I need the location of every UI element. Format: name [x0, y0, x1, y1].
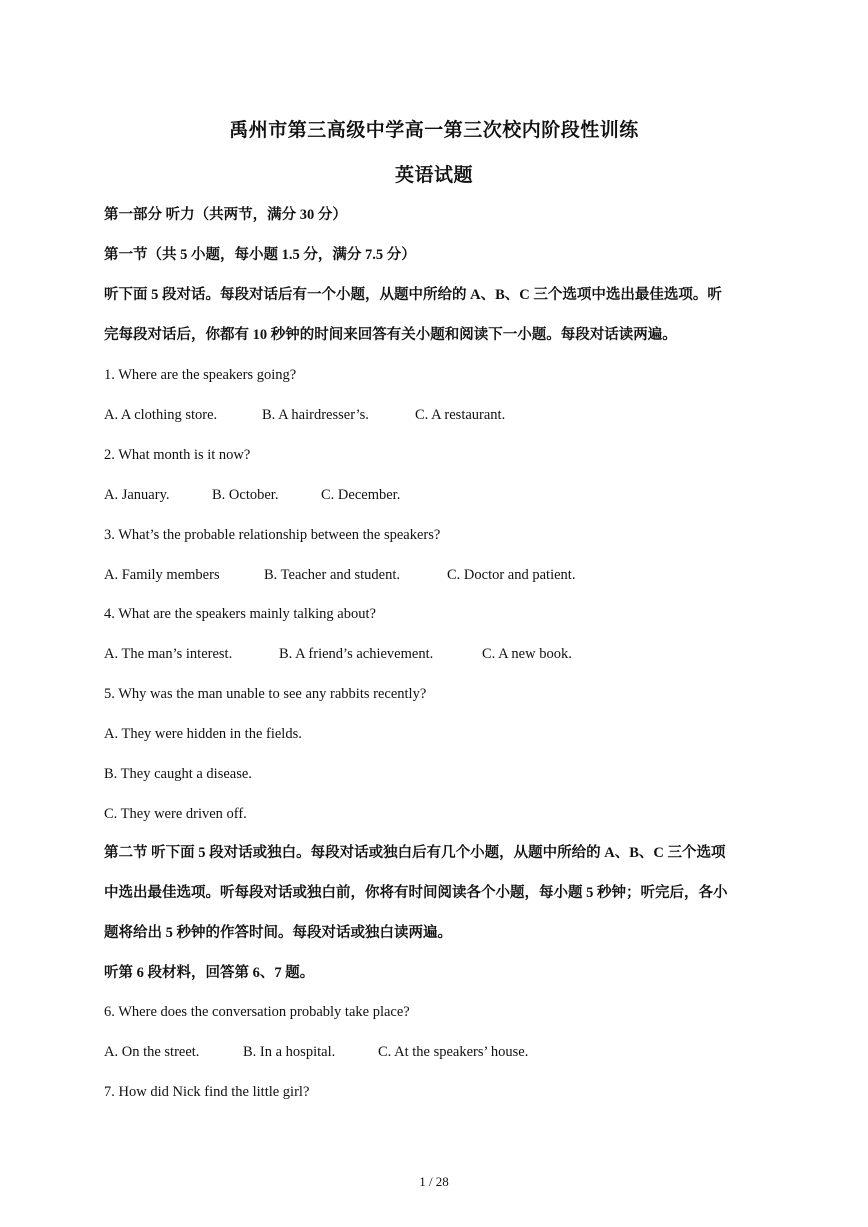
question-4-option-b: B. A friend’s achievement. — [279, 646, 434, 662]
question-3-option-a: A. Family members — [104, 567, 220, 583]
section2-instructions-line-3: 题将给出 5 秒钟的作答时间。每段对话或独白读两遍。 — [104, 925, 452, 941]
question-5-option-a: A. They were hidden in the fields. — [104, 726, 302, 742]
page-number: 1 / 28 — [419, 1174, 449, 1189]
question-7: 7. How did Nick find the little girl? — [104, 1084, 310, 1100]
question-6-option-a: A. On the street. — [104, 1044, 200, 1060]
question-5: 5. Why was the man unable to see any rabbits recently? — [104, 686, 427, 702]
question-1-options — [104, 406, 769, 424]
question-6-options — [104, 1043, 769, 1061]
section1-instructions-line-1: 听下面 5 段对话。每段对话后有一个小题，从题中所给的 A、B、C 三个选项中选出最佳选项。听 — [104, 287, 722, 303]
section1-heading: 第一节（共 5 小题，每小题 1.5 分，满分 7.5 分） — [104, 247, 416, 263]
question-1: 1. Where are the speakers going? — [104, 367, 297, 383]
question-3-option-c: C. Doctor and patient. — [447, 567, 576, 583]
question-4-option-a: A. The man’s interest. — [104, 646, 233, 662]
question-6-option-b: B. In a hospital. — [243, 1044, 336, 1060]
question-2-option-b: B. October. — [212, 487, 279, 503]
part1-heading: 第一部分 听力（共两节，满分 30 分） — [104, 207, 347, 223]
question-2-option-c: C. December. — [321, 487, 401, 503]
question-1-option-a: A. A clothing store. — [104, 407, 218, 423]
question-6-option-c: C. At the speakers’ house. — [378, 1044, 529, 1060]
question-6: 6. Where does the conversation probably take place? — [104, 1004, 410, 1020]
question-4: 4. What are the speakers mainly talking about? — [104, 606, 376, 622]
question-2: 2. What month is it now? — [104, 447, 251, 463]
question-2-options — [104, 486, 769, 504]
question-1-option-b: B. A hairdresser’s. — [262, 407, 369, 423]
material-6-heading: 听第 6 段材料，回答第 6、7 题。 — [104, 965, 315, 981]
section2-instructions-line-2: 中选出最佳选项。听每段对话或独白前，你将有时间阅读各个小题，每小题 5 秒钟；听完后，各小 — [104, 885, 728, 901]
question-4-option-c: C. A new book. — [482, 646, 572, 662]
question-5-option-b: B. They caught a disease. — [104, 766, 252, 782]
exam-subtitle: 英语试题 — [394, 165, 473, 186]
question-1-option-c: C. A restaurant. — [415, 407, 506, 423]
question-3-options — [104, 566, 769, 584]
section1-instructions-line-2: 完每段对话后，你都有 10 秒钟的时间来回答有关小题和阅读下一小题。每段对话读两遍。 — [104, 327, 677, 343]
exam-title: 禹州市第三高级中学高一第三次校内阶段性训练 — [229, 120, 639, 141]
question-5-option-c: C. They were driven off. — [104, 806, 247, 822]
section2-instructions-line-1: 第二节 听下面 5 段对话或独白。每段对话或独白后有几个小题，从题中所给的 A、B、C 三个选项 — [104, 845, 726, 861]
question-3: 3. What’s the probable relationship between the speakers? — [104, 527, 441, 543]
question-2-option-a: A. January. — [104, 487, 170, 503]
question-3-option-b: B. Teacher and student. — [264, 567, 401, 583]
question-4-options — [104, 645, 769, 663]
